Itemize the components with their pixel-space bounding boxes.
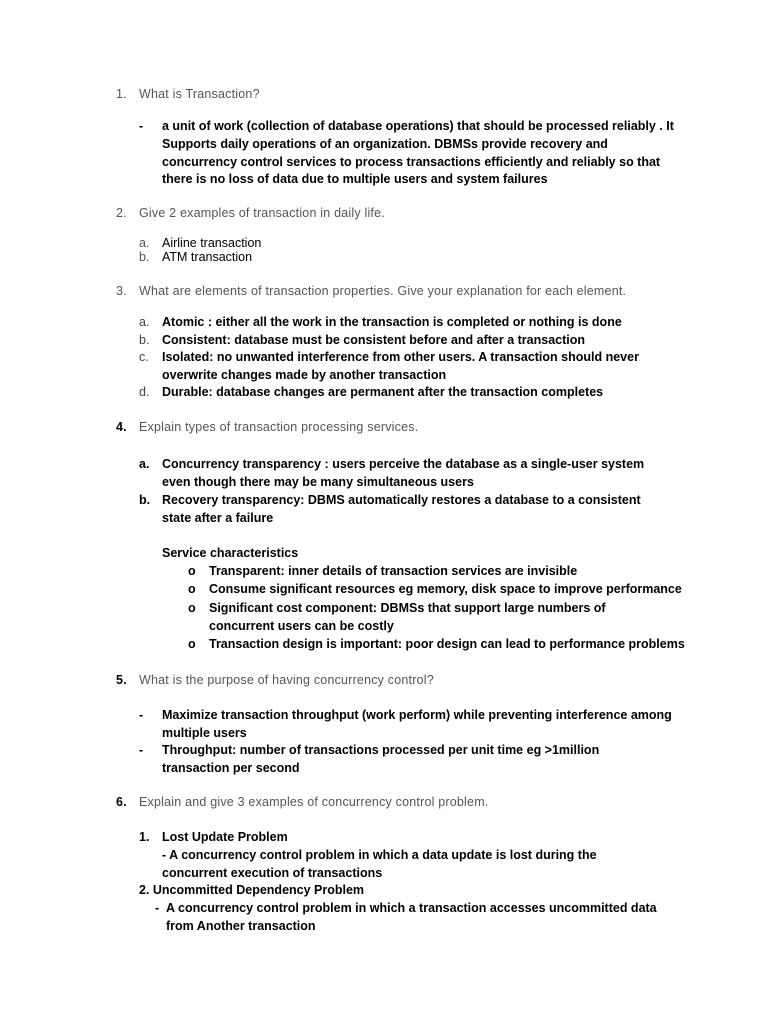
problem-description: - A concurrency control problem in which a data update is lost during the concurrent execution of transactions: [162, 848, 597, 880]
list-marker: b.: [139, 250, 150, 264]
list-item-text: Transparent: inner details of transaction services are invisible: [209, 564, 578, 578]
list-marker: c.: [139, 350, 149, 364]
question-text: Explain and give 3 examples of concurrency control problem.: [139, 795, 489, 809]
problem-title: 2. Uncommitted Dependency Problem: [139, 883, 365, 897]
question-number: 5.: [116, 673, 127, 687]
list-item-text: Durable: database changes are permanent after the transaction completes: [162, 385, 604, 399]
question-number: 2.: [116, 206, 127, 220]
question-number: 3.: [116, 284, 127, 298]
dash-marker: -: [139, 119, 144, 133]
bullet-marker: o: [188, 601, 196, 615]
sub-heading-text: Service characteristics: [162, 546, 299, 560]
bullet-marker: o: [188, 564, 196, 578]
dash-marker: -: [139, 708, 144, 722]
question-4: [116, 420, 418, 434]
question-number: 6.: [116, 795, 127, 809]
dash-marker: -: [155, 901, 160, 915]
list-marker: a.: [139, 457, 150, 471]
list-item-text: Transaction design is important: poor design can lead to performance problems: [209, 637, 685, 651]
list-item-text: Significant cost component: DBMSs that support large numbers of concurrent users can be costly: [209, 601, 606, 633]
dash-marker: -: [139, 743, 144, 757]
list-item-text: Isolated: no unwanted interference from other users. A transaction should never overwrite changes made by another transaction: [162, 350, 639, 382]
question-text: What are elements of transaction properties. Give your explanation for each element.: [139, 284, 627, 298]
list-marker: d.: [139, 385, 150, 399]
answer-text: a unit of work (collection of database operations) that should be processed reliably . It Supports daily operations of an organization. DBMSs provide recovery and concurrency control services to process transactions efficiently and reliably so that there is no loss of data due to multiple users and system failures: [162, 119, 674, 187]
question-number: 4.: [116, 420, 127, 434]
list-marker: b.: [139, 333, 150, 347]
bullet-marker: o: [188, 582, 196, 596]
list-item-text: Consume significant resources eg memory, disk space to improve performance: [209, 582, 682, 596]
bullet-marker: o: [188, 637, 196, 651]
list-item-text: Consistent: database must be consistent before and after a transaction: [162, 333, 586, 347]
question-1: [116, 87, 260, 101]
list-marker: b.: [139, 493, 151, 507]
list-marker: 1.: [139, 830, 150, 844]
list-item-text: Concurrency transparency : users perceive the database as a single-user system even though there may be many simultaneous users: [162, 457, 645, 489]
question-3: [116, 284, 626, 298]
question-number: 1.: [116, 87, 127, 101]
question-text: What is Transaction?: [139, 87, 260, 101]
question-5: [116, 673, 434, 687]
list-item-text: Recovery transparency: DBMS automatically restores a database to a consistent state after a failure: [162, 493, 641, 525]
list-marker: a.: [139, 315, 150, 329]
question-text: Explain types of transaction processing services.: [139, 420, 419, 434]
problem-description: A concurrency control problem in which a transaction accesses uncommitted data from Another transaction: [166, 901, 657, 933]
problem-title: Lost Update Problem: [162, 830, 288, 844]
question-2: [116, 206, 385, 220]
list-item-text: Atomic : either all the work in the transaction is completed or nothing is done: [162, 315, 622, 329]
list-item-text: Maximize transaction throughput (work perform) while preventing interference among multiple users: [162, 708, 672, 740]
question-6: [116, 795, 488, 809]
list-marker: a.: [139, 236, 150, 250]
question-text: What is the purpose of having concurrency control?: [139, 673, 434, 687]
list-item-text: Airline transaction: [162, 236, 262, 250]
question-text: Give 2 examples of transaction in daily life.: [139, 206, 385, 220]
list-item-text: Throughput: number of transactions processed per unit time eg >1million transaction per second: [162, 743, 600, 775]
list-item-text: ATM transaction: [162, 250, 253, 264]
